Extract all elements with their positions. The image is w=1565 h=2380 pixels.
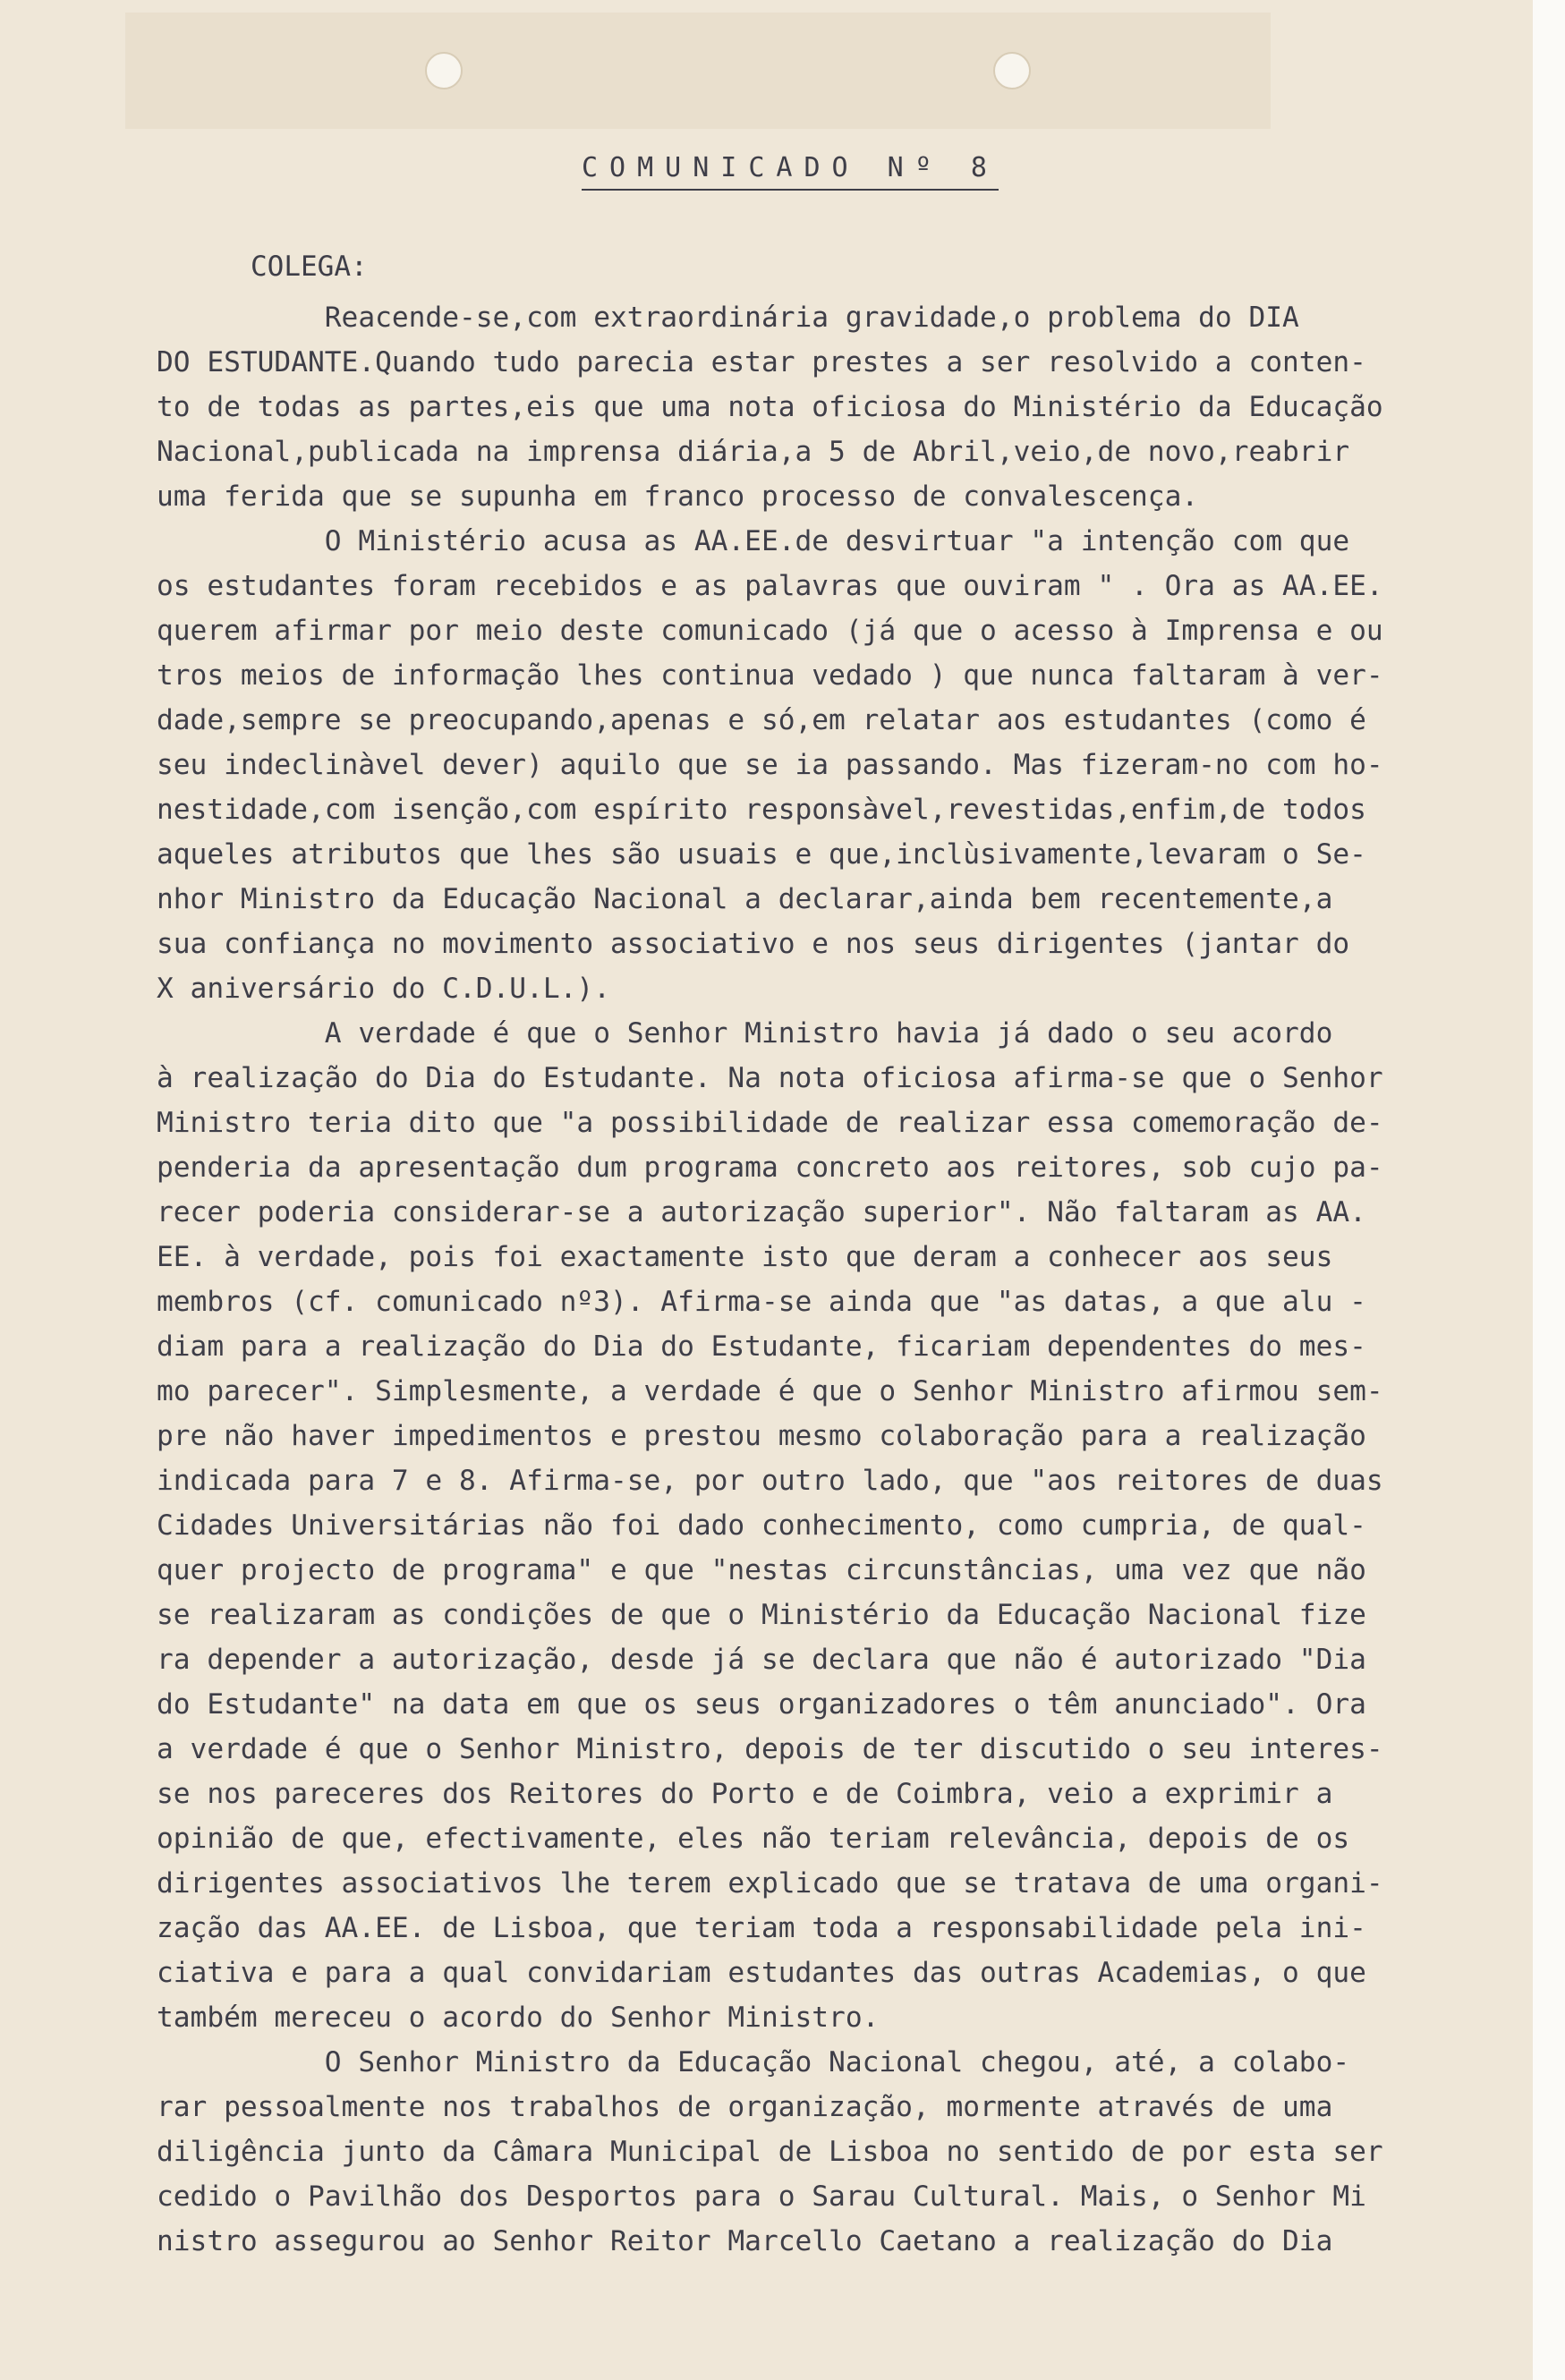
text-line: cedido o Pavilhão dos Desportos para o Sarau Cultural. Mais, o Senhor Mi xyxy=(157,2180,1366,2213)
greeting: COLEGA: xyxy=(251,251,368,283)
text-line: DO ESTUDANTE.Quando tudo parecia estar prestes a ser resolvido a conten- xyxy=(157,346,1366,378)
document-body xyxy=(157,295,1383,2264)
text-line: O Senhor Ministro da Educação Nacional chegou, até, a colabo- xyxy=(157,2046,1350,2078)
text-line: to de todas as partes,eis que uma nota oficiosa do Ministério da Educação xyxy=(157,391,1383,423)
punch-hole-right xyxy=(993,52,1031,89)
text-line: sua confiança no movimento associativo e nos seus dirigentes (jantar do xyxy=(157,928,1350,960)
text-line: A verdade é que o Senhor Ministro havia já dado o seu acordo xyxy=(157,1017,1333,1050)
text-line: à realização do Dia do Estudante. Na nota oficiosa afirma-se que o Senhor xyxy=(157,1062,1383,1094)
text-line: quer projecto de programa" e que "nestas circunstâncias, uma vez que não xyxy=(157,1554,1366,1586)
text-line: zação das AA.EE. de Lisboa, que teriam toda a responsabilidade pela ini- xyxy=(157,1912,1366,1944)
text-line: se nos pareceres dos Reitores do Porto e de Coimbra, veio a exprimir a xyxy=(157,1778,1333,1810)
text-line: ciativa e para a qual convidariam estudantes das outras Academias, o que xyxy=(157,1957,1366,1989)
text-line: também mereceu o acordo do Senhor Ministro. xyxy=(157,2002,880,2034)
text-line: diam para a realização do Dia do Estudante, ficariam dependentes do mes- xyxy=(157,1330,1366,1363)
document-title: COMUNICADO Nº 8 xyxy=(582,152,999,191)
text-line: EE. à verdade, pois foi exactamente isto que deram a conhecer aos seus xyxy=(157,1241,1333,1273)
text-line: indicada para 7 e 8. Afirma-se, por outro lado, que "aos reitores de duas xyxy=(157,1465,1383,1497)
text-line: mo parecer". Simplesmente, a verdade é que o Senhor Ministro afirmou sem- xyxy=(157,1375,1383,1407)
text-line: ra depender a autorização, desde já se declara que não é autorizado "Dia xyxy=(157,1644,1366,1676)
text-line: diligência junto da Câmara Municipal de Lisboa no sentido de por esta ser xyxy=(157,2136,1383,2168)
text-line: querem afirmar por meio deste comunicado (já que o acesso à Imprensa e ou xyxy=(157,615,1383,647)
text-line: membros (cf. comunicado nº3). Afirma-se ainda que "as datas, a que alu - xyxy=(157,1286,1366,1318)
text-line: rar pessoalmente nos trabalhos de organização, mormente através de uma xyxy=(157,2091,1333,2123)
text-line: uma ferida que se supunha em franco processo de convalescença. xyxy=(157,480,1199,513)
text-line: nistro assegurou ao Senhor Reitor Marcello Caetano a realização do Dia xyxy=(157,2225,1333,2257)
text-line: recer poderia considerar-se a autorização superior". Não faltaram as AA. xyxy=(157,1196,1366,1228)
text-line: nhor Ministro da Educação Nacional a declarar,ainda bem recentemente,a xyxy=(157,883,1333,915)
text-line: tros meios de informação lhes continua vedado ) que nunca faltaram à ver- xyxy=(157,659,1383,692)
text-line: Nacional,publicada na imprensa diária,a 5 de Abril,veio,de novo,reabrir xyxy=(157,436,1350,468)
text-line: O Ministério acusa as AA.EE.de desvirtuar "a intenção com que xyxy=(157,525,1350,557)
text-line: Reacende-se,com extraordinária gravidade,o problema do DIA xyxy=(157,302,1299,334)
text-line: opinião de que, efectivamente, eles não teriam relevância, depois de os xyxy=(157,1823,1350,1855)
text-line: pre não haver impedimentos e prestou mesmo colaboração para a realização xyxy=(157,1420,1366,1452)
text-line: seu indeclinàvel dever) aquilo que se ia passando. Mas fizeram-no com ho- xyxy=(157,749,1383,781)
text-line: Ministro teria dito que "a possibilidade de realizar essa comemoração de- xyxy=(157,1107,1383,1139)
text-line: penderia da apresentação dum programa concreto aos reitores, sob cujo pa- xyxy=(157,1152,1383,1184)
text-line: dirigentes associativos lhe terem explicado que se tratava de uma organi- xyxy=(157,1867,1383,1900)
text-line: nestidade,com isenção,com espírito responsàvel,revestidas,enfim,de todos xyxy=(157,794,1366,826)
text-line: X aniversário do C.D.U.L.). xyxy=(157,973,610,1005)
text-line: dade,sempre se preocupando,apenas e só,em relatar aos estudantes (como é xyxy=(157,704,1366,736)
paper-top-band xyxy=(125,13,1271,129)
text-line: os estudantes foram recebidos e as palavras que ouviram " . Ora as AA.EE. xyxy=(157,570,1383,602)
text-line: Cidades Universitárias não foi dado conhecimento, como cumpria, de qual- xyxy=(157,1509,1366,1542)
page-right-margin xyxy=(1533,0,1565,2380)
text-line: se realizaram as condições de que o Ministério da Educação Nacional fize xyxy=(157,1599,1366,1631)
text-line: a verdade é que o Senhor Ministro, depois de ter discutido o seu interes- xyxy=(157,1733,1383,1765)
text-line: aqueles atributos que lhes são usuais e que,inclùsivamente,levaram o Se- xyxy=(157,838,1366,871)
text-line: do Estudante" na data em que os seus organizadores o têm anunciado". Ora xyxy=(157,1688,1366,1721)
punch-hole-left xyxy=(425,52,463,89)
